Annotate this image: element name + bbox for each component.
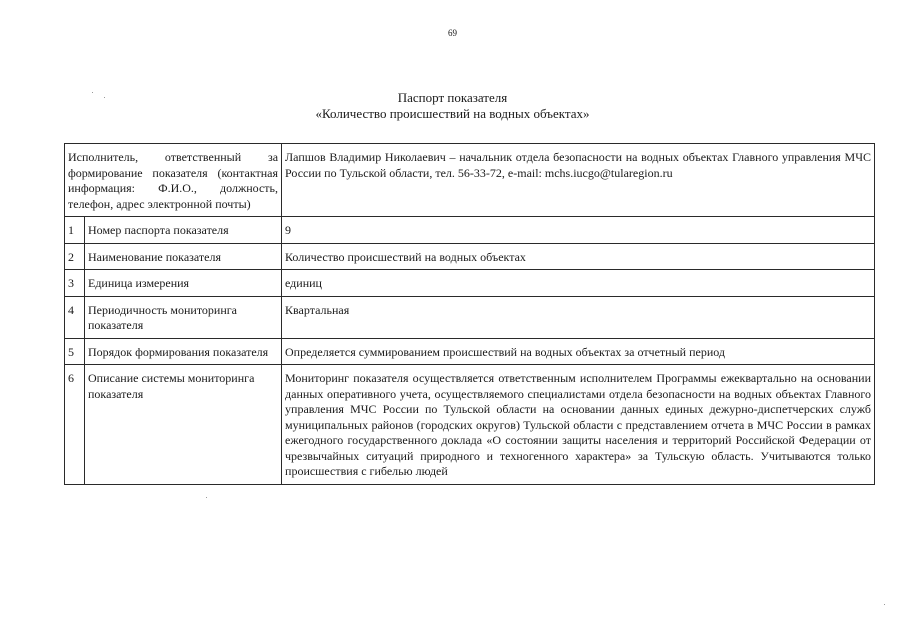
row-value: Квартальная	[282, 296, 875, 338]
title-line-2: «Количество происшествий на водных объектах»	[315, 106, 590, 121]
table-row-executor	[65, 144, 875, 217]
scan-speck	[206, 497, 207, 498]
row-value: Количество происшествий на водных объектах	[282, 243, 875, 270]
table-row	[65, 243, 875, 270]
title-line-1: Паспорт показателя	[397, 90, 508, 105]
table-row	[65, 296, 875, 338]
row-value: 9	[282, 217, 875, 244]
passport-table	[64, 143, 875, 485]
row-label: Единица измерения	[85, 270, 282, 297]
row-label: Номер паспорта показателя	[85, 217, 282, 244]
row-label: Описание системы мониторинга показателя	[85, 365, 282, 485]
row-number: 4	[65, 296, 85, 338]
executor-value-cell: Лапшов Владимир Николаевич – начальник отдела безопасности на водных объектах Главного управления МЧС России по Тульской области, тел. 56-33-72, e-mail: mchs.iucgo@tularegion.ru	[282, 144, 875, 217]
row-number: 2	[65, 243, 85, 270]
table-row	[65, 217, 875, 244]
page-number: 69	[448, 28, 457, 38]
row-label: Порядок формирования показателя	[85, 338, 282, 365]
document-title	[0, 90, 905, 122]
row-number: 1	[65, 217, 85, 244]
scan-speck	[884, 604, 885, 605]
table-row	[65, 338, 875, 365]
table-row	[65, 365, 875, 485]
scan-speck	[92, 92, 93, 93]
row-number: 6	[65, 365, 85, 485]
row-number: 5	[65, 338, 85, 365]
scan-speck	[104, 97, 105, 98]
row-value: единиц	[282, 270, 875, 297]
row-number: 3	[65, 270, 85, 297]
row-label: Наименование показателя	[85, 243, 282, 270]
row-value: Мониторинг показателя осуществляется ответственным исполнителем Программы ежеквартально на основании данных оперативного учета, осуществляемого специалистами отдела безопасности на водных объектах Главного управления МЧС России по Тульской области на основании данных единых дежурно-диспетчерских служб муниципальных районов (городских округов) Тульской области с представлением отчета в МЧС России в рамках ежегодного государственного доклада «О состоянии защиты населения и территорий Российской Федерации от чрезвычайных ситуаций природного и техногенного характера» за Тульскую область. Учитываются только происшествия с гибелью людей	[282, 365, 875, 485]
executor-label-cell: Исполнитель, ответственный за формирование показателя (контактная информация: Ф.И.О., должность, телефон, адрес электронной почты)	[65, 144, 282, 217]
row-label: Периодичность мониторинга показателя	[85, 296, 282, 338]
row-value: Определяется суммированием происшествий на водных объектах за отчетный период	[282, 338, 875, 365]
table-row	[65, 270, 875, 297]
